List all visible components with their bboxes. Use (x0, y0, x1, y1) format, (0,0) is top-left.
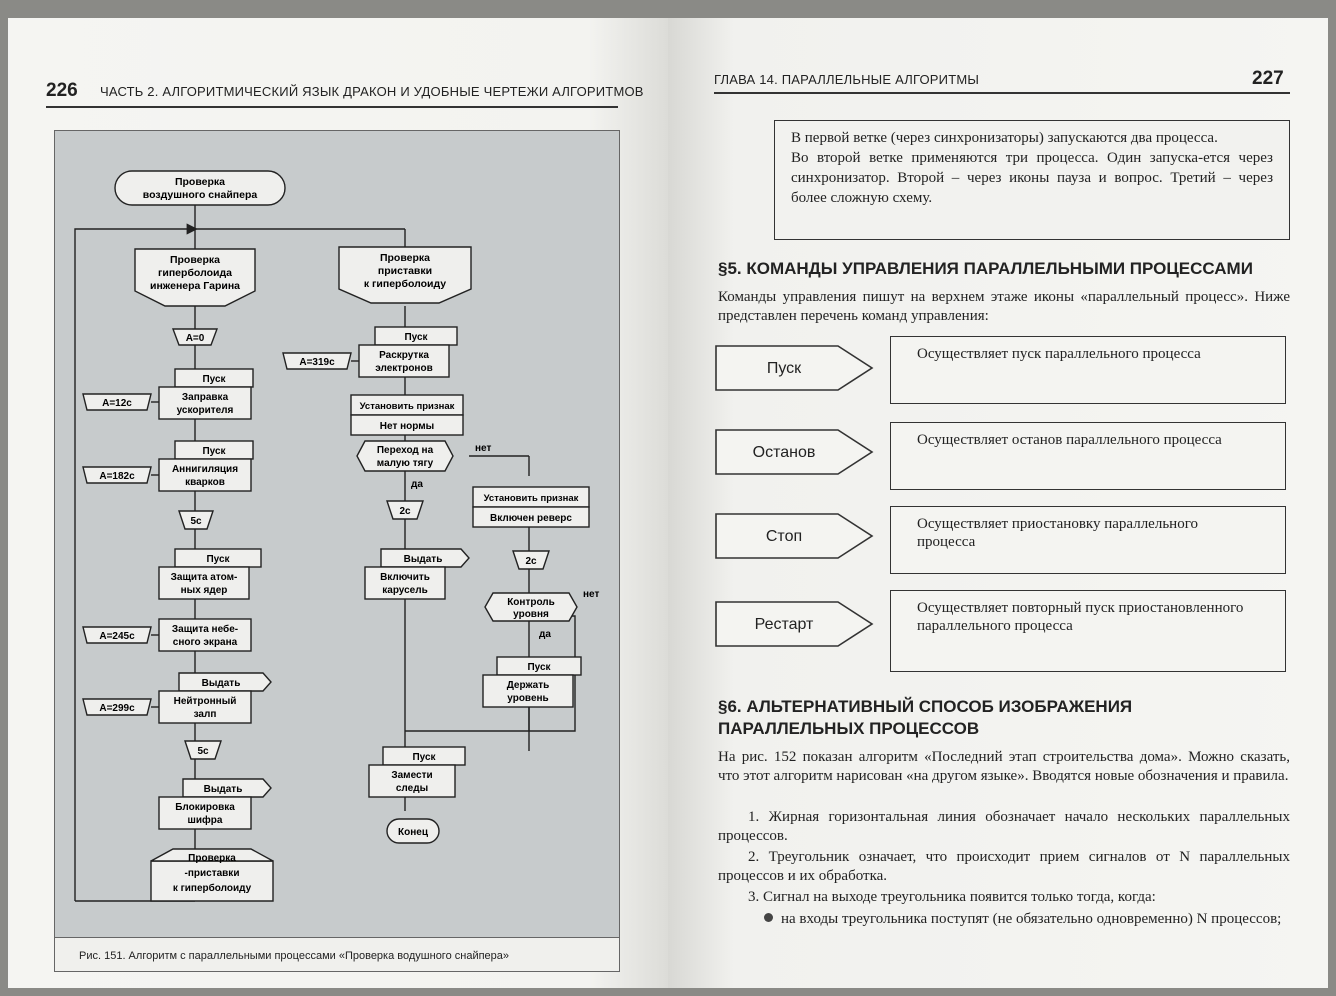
cmd-desc-restart: Осуществляет повторный пуск приостановленного параллельного процесса (890, 590, 1286, 672)
svg-text:Аннигиляция: Аннигиляция (171, 464, 239, 475)
note-line-1: В первой ветке (через синхронизаторы) запускаются два процесса. (791, 130, 1218, 146)
left-page-number: 226 (46, 80, 78, 101)
node-annig (83, 441, 253, 491)
node-derzhat (483, 657, 581, 707)
command-arrows (714, 342, 884, 682)
svg-text:Пуск: Пуск (202, 446, 226, 457)
svg-text:Заправка: Заправка (181, 392, 229, 403)
list-item-2: 2. Треугольник означает, что происходит прием сигналов от N параллельных процессов и их обработка. (718, 849, 1290, 884)
svg-text:нет: нет (583, 589, 600, 600)
node-blokirovka (159, 779, 271, 829)
svg-text:Нейтронный: Нейтронный (173, 696, 237, 707)
list-item-3: 3. Сигнал на выходе треугольника появится только тогда, когда: (748, 889, 1156, 905)
svg-text:Проверка: Проверка (169, 254, 221, 266)
node-zapravka (83, 369, 253, 419)
cmd-name-pusk: Пуск (766, 360, 802, 377)
svg-text:уровня: уровня (513, 609, 549, 620)
node-neitron (83, 673, 271, 723)
svg-text:к гиперболоиду: к гиперболоиду (363, 278, 447, 290)
svg-text:следы: следы (395, 783, 429, 794)
svg-text:Пуск: Пуск (202, 374, 226, 385)
svg-text:шифра: шифра (187, 815, 223, 826)
note-box (774, 120, 1290, 240)
pause-5c-a (179, 511, 213, 529)
svg-text:кварков: кварков (185, 477, 225, 488)
svg-text:гиперболоида: гиперболоида (158, 267, 232, 279)
section6-title-1: §6. АЛЬТЕРНАТИВНЫЙ СПОСОБ ИЗОБРАЖЕНИЯ (718, 697, 1133, 716)
svg-text:инженера Гарина: инженера Гарина (150, 280, 240, 292)
svg-text:да: да (539, 629, 551, 640)
note-line-2: Во второй ветке применяются три процесса. Один запуска-ется через синхронизатор. Второй – через иконы пауза и вопрос. Третий – через более сложную схему. (791, 150, 1273, 206)
left-header-rule (46, 106, 618, 108)
svg-text:2c: 2c (399, 506, 411, 517)
section6-p1: На рис. 152 показан алгоритм «Последний этап строительства дома». Можно сказать, что этот алгоритм нарисован «на другом языке». Вводятся новые обозначения и правила. (718, 749, 1290, 784)
node-revers (473, 487, 589, 527)
node-title (115, 171, 285, 205)
flowchart (55, 131, 618, 937)
cmd-desc-stop: Осуществляет приостановку параллельного процесса (890, 506, 1286, 574)
list-item-1: 1. Жирная горизонтальная линия обозначает начало нескольких параллельных процессов. (718, 809, 1290, 844)
node-kontrol (485, 589, 599, 640)
branch1-footer (151, 849, 273, 901)
svg-text:A=182c: A=182c (99, 471, 135, 482)
section6-title-2: ПАРАЛЛЕЛЬНЫХ ПРОЦЕССОВ (718, 719, 980, 738)
svg-text:малую тягу: малую тягу (376, 458, 434, 469)
svg-text:Выдать: Выдать (403, 554, 443, 565)
cmd-name-restart: Рестарт (754, 616, 814, 633)
svg-text:5c: 5c (190, 516, 202, 527)
svg-text:Установить признак: Установить признак (483, 493, 579, 504)
node-title-l2: воздушного снайпера (142, 189, 258, 201)
svg-text:A=245c: A=245c (99, 631, 135, 642)
svg-text:2c: 2c (525, 556, 537, 567)
svg-text:Контроль: Контроль (507, 597, 555, 608)
svg-text:Переход на: Переход на (376, 445, 434, 456)
svg-text:-приставки: -приставки (184, 868, 240, 879)
cmd-name-stop: Стоп (765, 528, 803, 545)
node-raskrutka (283, 327, 457, 377)
branch2-header (339, 247, 471, 303)
svg-text:ускорителя: ускорителя (176, 405, 234, 416)
node-vklyuchit (365, 549, 469, 599)
svg-text:Выдать: Выдать (201, 678, 241, 689)
svg-text:Защита атом-: Защита атом- (170, 572, 238, 583)
branch1-header (135, 249, 255, 306)
figure-151 (54, 130, 620, 972)
node-perehod (357, 441, 491, 490)
svg-text:электронов: электронов (375, 363, 433, 374)
left-page (8, 18, 668, 988)
pause-5c-b (185, 741, 221, 759)
svg-text:уровень: уровень (507, 693, 549, 704)
section5-intro: Команды управления пишут на верхнем этаже иконы «параллельный процесс». Ниже представлен перечень команд управления: (718, 289, 1290, 324)
svg-text:Установить признак: Установить признак (359, 401, 455, 412)
node-title-l1: Проверка (174, 176, 226, 188)
pause-2c-a (387, 501, 423, 519)
svg-text:Пуск: Пуск (527, 662, 551, 673)
right-page-header: ГЛАВА 14. ПАРАЛЛЕЛЬНЫЕ АЛГОРИТМЫ (714, 72, 980, 87)
cmd-desc-ostanov: Осуществляет останов параллельного процесса (890, 422, 1286, 490)
right-page (668, 18, 1328, 988)
left-page-header: ЧАСТЬ 2. АЛГОРИТМИЧЕСКИЙ ЯЗЫК ДРАКОН И УДОБНЫЕ ЧЕРТЕЖИ АЛГОРИТМОВ (100, 84, 644, 99)
svg-text:A=319c: A=319c (299, 357, 335, 368)
svg-text:Конец: Конец (398, 827, 428, 838)
svg-text:Пуск: Пуск (412, 752, 436, 763)
svg-text:Нет нормы: Нет нормы (379, 421, 435, 432)
section5-title: §5. КОМАНДЫ УПРАВЛЕНИЯ ПАРАЛЛЕЛЬНЫМИ ПРОЦЕССАМИ (718, 259, 1253, 278)
svg-text:к гиперболоиду: к гиперболоиду (172, 883, 252, 894)
svg-text:Замести: Замести (391, 770, 433, 781)
svg-text:Защита небе-: Защита небе- (171, 624, 239, 635)
svg-text:5c: 5c (197, 746, 209, 757)
svg-text:да: да (411, 479, 423, 490)
svg-text:ных ядер: ных ядер (180, 585, 228, 596)
pause-2c-b (513, 551, 549, 569)
figure-caption: Рис. 151. Алгоритм с параллельными процессами «Проверка водушного снайпера» (55, 937, 619, 971)
node-zamesti (369, 747, 465, 797)
svg-text:Включен реверс: Включен реверс (490, 513, 572, 524)
cmd-name-ostanov: Останов (752, 444, 816, 461)
svg-text:Раскрутка: Раскрутка (379, 350, 429, 361)
svg-text:Проверка: Проверка (379, 252, 431, 264)
svg-text:A=12c: A=12c (102, 398, 132, 409)
bullet-dot-icon (764, 913, 773, 922)
node-zashchita-atom (159, 549, 261, 599)
node-zashchita-neb (83, 619, 251, 651)
timer-a0 (173, 329, 217, 345)
svg-text:Пуск: Пуск (404, 332, 428, 343)
right-header-rule (714, 92, 1290, 94)
svg-text:A=299c: A=299c (99, 703, 135, 714)
node-net-normy (351, 395, 463, 435)
svg-text:залп: залп (193, 709, 217, 720)
svg-text:приставки: приставки (377, 265, 433, 277)
cmd-desc-pusk: Осуществляет пуск параллельного процесса (890, 336, 1286, 404)
svg-text:Включить: Включить (380, 572, 430, 583)
svg-text:Выдать: Выдать (203, 784, 243, 795)
svg-text:нет: нет (475, 443, 492, 454)
svg-text:Пуск: Пуск (206, 554, 230, 565)
svg-text:сного экрана: сного экрана (172, 637, 238, 648)
bullet-text: на входы треугольника поступят (не обязательно одновременно) N процессов; (781, 911, 1282, 927)
svg-text:карусель: карусель (382, 585, 428, 596)
svg-text:Проверка: Проверка (188, 853, 236, 864)
bullet-item-1 (764, 910, 1290, 929)
svg-text:Блокировка: Блокировка (175, 802, 235, 813)
svg-text:A=0: A=0 (185, 333, 205, 344)
right-page-number: 227 (1252, 68, 1284, 89)
svg-text:Держать: Держать (506, 680, 550, 691)
node-konets (387, 819, 439, 843)
